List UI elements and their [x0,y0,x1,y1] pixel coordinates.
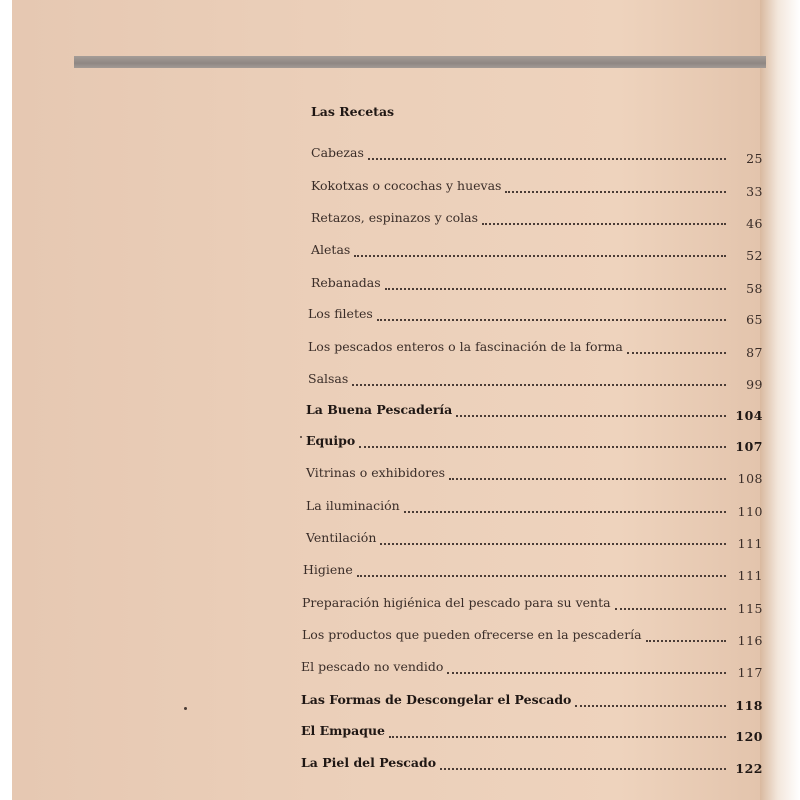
toc-entry [311,175,766,197]
section-heading: Las Recetas [311,104,395,119]
leader-dots [357,553,726,577]
toc-entry-label: Salsas [308,371,349,386]
toc-entry-page: 52 [746,248,763,263]
toc-entry-label: Ventilación [306,530,377,545]
toc-entry-label: La Piel del Pescado [301,755,437,770]
leader-dots [377,297,726,321]
toc-entry [306,462,766,484]
toc-entry-label: Los productos que pueden ofrecerse en la pescadería [302,627,642,642]
toc-entry-page: 111 [737,568,763,583]
toc-entry-label: Los pescados enteros o la fascinación de la forma [308,339,623,354]
toc-entry-page: 87 [746,345,763,360]
paper-speck [184,707,187,710]
toc-entry [308,336,766,358]
toc-entry-label: Los filetes [308,306,373,321]
toc-entry [311,142,766,164]
toc-entry-page: 33 [746,184,763,199]
toc-entry [302,624,766,646]
toc-entry-label: Preparación higiénica del pescado para su venta [302,595,611,610]
leader-dots [354,233,726,257]
toc-entry-page: 118 [735,698,763,713]
toc-entry-label: Las Formas de Descongelar el Pescado [301,692,572,707]
toc-entry [306,495,766,517]
toc-entry [301,720,766,742]
leader-dots [456,393,726,417]
toc-entry-label: Higiene [303,562,353,577]
toc-entry-page: 58 [746,281,763,296]
paper-speck [300,436,302,438]
toc-entry-label: Equipo [306,433,356,448]
toc-entry-label: La iluminación [306,498,400,513]
toc-entry [301,689,766,711]
toc-entry-label: Kokotxas o cocochas y huevas [311,178,502,193]
toc-entry [311,239,766,261]
toc-entry-label: Retazos, espinazos y colas [311,210,478,225]
leader-dots [449,456,726,480]
toc-entry-page: 108 [737,471,763,486]
leader-dots [385,266,726,290]
leader-dots [482,201,726,225]
toc-entry-page: 122 [735,761,763,776]
leader-dots [627,330,726,354]
toc-entry-page: 115 [737,601,763,616]
leader-dots [359,424,726,448]
toc-entry [303,559,766,581]
toc-entry [311,272,766,294]
leader-dots [404,489,726,513]
toc-entry-page: 110 [737,504,763,519]
leader-dots [389,714,726,738]
toc-entry-page: 104 [735,408,763,423]
toc-entry-page: 116 [737,633,763,648]
toc-entry-page: 65 [746,312,763,327]
leader-dots [440,746,726,770]
toc-entry-label: Vitrinas o exhibidores [306,465,446,480]
toc-entry-label: El pescado no vendido [301,659,444,674]
leader-dots [646,618,726,642]
leader-dots [352,362,726,386]
toc-entry-label: La Buena Pescadería [306,402,453,417]
leader-dots [447,650,726,674]
toc-entry-page: 25 [746,151,763,166]
toc-entry [311,207,766,229]
toc-entry-page: 107 [735,439,763,454]
toc-entry-page: 46 [746,216,763,231]
toc-entry-label: El Empaque [301,723,386,738]
toc-entry-label: Cabezas [311,145,364,160]
toc-entry [301,656,766,678]
toc-entry-page: 120 [735,729,763,744]
toc-entry [306,527,766,549]
toc-entry-label: Rebanadas [311,275,381,290]
toc-entry-page: 111 [737,536,763,551]
toc-entry [306,430,766,452]
leader-dots [380,521,726,545]
toc-entry-page: 99 [746,377,763,392]
toc-entry-page: 117 [737,665,763,680]
toc-entry [302,592,766,614]
leader-dots [505,169,726,193]
toc-entry-label: Aletas [311,242,351,257]
toc-entry [301,752,766,774]
toc-entry [308,303,766,325]
toc-entry [308,368,766,390]
leader-dots [575,683,726,707]
toc-entry [306,399,766,421]
leader-dots [368,136,726,160]
leader-dots [615,586,726,610]
